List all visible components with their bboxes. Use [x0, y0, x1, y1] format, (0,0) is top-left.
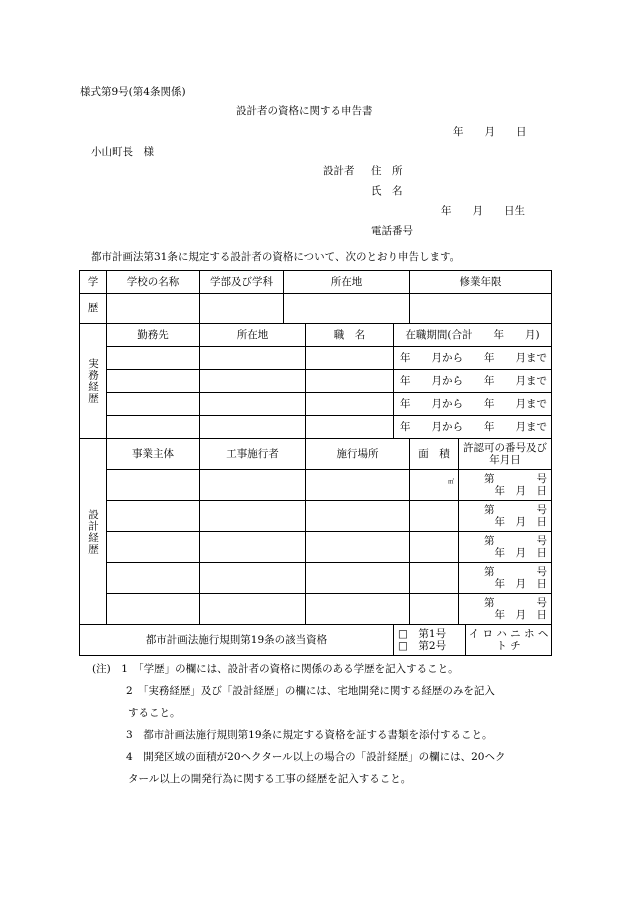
- designer-label: 設計者: [323, 165, 355, 177]
- employer-cell[interactable]: [107, 393, 200, 416]
- permit-number: 第 号: [484, 534, 548, 547]
- col-faculty: 学部及び学科: [200, 271, 284, 294]
- note-2: [92, 680, 552, 702]
- permit-date: 年 月 日: [494, 578, 548, 590]
- design-history-label-text: 設計経歴: [87, 508, 100, 555]
- site-cell[interactable]: [306, 501, 410, 532]
- work-history-label-text: 実務経歴: [87, 358, 100, 404]
- contractor-cell[interactable]: [200, 470, 306, 501]
- employment-period-cell[interactable]: 年 月から 年 月まで: [394, 416, 552, 439]
- education-label-top: 学: [80, 271, 107, 294]
- notes-prefix: (注): [92, 663, 111, 675]
- col-education-location: 所在地: [284, 271, 410, 294]
- work-location-cell[interactable]: [200, 347, 306, 370]
- area-cell[interactable]: [410, 563, 459, 594]
- qualification-label: 都市計画法施行規則第19条の該当資格: [80, 625, 394, 656]
- contractor-cell[interactable]: [200, 532, 306, 563]
- qualification-kana[interactable]: イ ロ ハ ニ ホ ヘ ト チ: [466, 625, 552, 656]
- note-number: 2: [126, 685, 133, 697]
- permit-date: 年 月 日: [494, 547, 548, 559]
- permit-date: 年 月 日: [494, 609, 548, 621]
- employer-cell[interactable]: [107, 347, 200, 370]
- project-owner-cell[interactable]: [107, 594, 200, 625]
- note-4-continued: タール以上の開発行為に関する工事の経歴を記入すること。: [128, 773, 412, 785]
- project-owner-cell[interactable]: [107, 563, 200, 594]
- permit-number: 第 号: [484, 503, 548, 516]
- declaration-table: [79, 270, 552, 656]
- col-work-location: 所在地: [200, 324, 306, 347]
- note-3: [92, 724, 552, 746]
- faculty-cell[interactable]: [200, 294, 284, 324]
- note-2-continued: すること。: [128, 707, 181, 719]
- area-unit: ㎡: [448, 478, 455, 486]
- qualification-options[interactable]: [394, 625, 466, 656]
- intro-text: 都市計画法第31条に規定する設計者の資格について、次のとおり申告します。: [91, 251, 461, 263]
- col-contractor: 工事施行者: [200, 439, 306, 470]
- position-cell[interactable]: [306, 370, 394, 393]
- col-employment-period: 在職期間(合計 年 月): [394, 324, 552, 347]
- col-school-name: 学校の名称: [107, 271, 200, 294]
- col-employer: 勤務先: [107, 324, 200, 347]
- note-4: [92, 746, 552, 768]
- area-cell[interactable]: [410, 532, 459, 563]
- col-position: 職 名: [306, 324, 394, 347]
- work-location-cell[interactable]: [200, 370, 306, 393]
- permit-cell[interactable]: [459, 470, 552, 501]
- col-permit: 許認可の番号及び年月日: [459, 439, 552, 470]
- site-cell[interactable]: [306, 532, 410, 563]
- note-number: 4: [126, 751, 133, 763]
- area-cell[interactable]: [410, 594, 459, 625]
- permit-number: 第 号: [484, 565, 548, 578]
- col-study-years: 修業年限: [410, 271, 552, 294]
- area-cell[interactable]: [410, 501, 459, 532]
- permit-cell[interactable]: [459, 563, 552, 594]
- work-location-cell[interactable]: [200, 393, 306, 416]
- note-number: 3: [126, 729, 133, 741]
- school-name-cell[interactable]: [107, 294, 200, 324]
- col-area: 面 積: [410, 439, 459, 470]
- contractor-cell[interactable]: [200, 563, 306, 594]
- employer-cell[interactable]: [107, 370, 200, 393]
- education-label-bottom: 歴: [80, 294, 107, 324]
- note-text: 「学歴」の欄には、設計者の資格に関係のある学歴を記入すること。: [138, 663, 459, 675]
- project-owner-cell[interactable]: [107, 532, 200, 563]
- permit-date: 年 月 日: [494, 516, 548, 528]
- position-cell[interactable]: [306, 416, 394, 439]
- notes-section: [92, 658, 552, 790]
- position-cell[interactable]: [306, 347, 394, 370]
- note-1: [92, 658, 552, 680]
- note-text: 「実務経歴」及び「設計経歴」の欄には、宅地開発に関する経歴のみを記入: [143, 685, 495, 697]
- project-owner-cell[interactable]: [107, 470, 200, 501]
- address-label: 住 所: [371, 165, 403, 177]
- option-article-1[interactable]: □ 第1号: [398, 627, 447, 640]
- submission-date: 年 月 日: [453, 126, 527, 138]
- phone-label: 電話番号: [371, 225, 413, 237]
- employer-cell[interactable]: [107, 416, 200, 439]
- permit-number: 第 号: [484, 596, 548, 609]
- contractor-cell[interactable]: [200, 501, 306, 532]
- project-owner-cell[interactable]: [107, 501, 200, 532]
- document-title: 設計者の資格に関する申告書: [236, 105, 373, 117]
- form-number: 様式第9号(第4条関係): [80, 86, 186, 98]
- permit-cell[interactable]: [459, 532, 552, 563]
- note-number: 1: [121, 663, 128, 675]
- permit-cell[interactable]: [459, 594, 552, 625]
- col-site: 施行場所: [306, 439, 410, 470]
- permit-cell[interactable]: [459, 501, 552, 532]
- birth-date-label: 年 月 日生: [441, 205, 525, 217]
- work-location-cell[interactable]: [200, 416, 306, 439]
- education-location-cell[interactable]: [284, 294, 410, 324]
- permit-number: 第 号: [484, 472, 548, 485]
- addressee: 小山町長 様: [91, 146, 154, 158]
- employment-period-cell[interactable]: 年 月から 年 月まで: [394, 393, 552, 416]
- option-article-2[interactable]: □ 第2号: [398, 640, 447, 652]
- site-cell[interactable]: [306, 563, 410, 594]
- area-cell[interactable]: [410, 470, 459, 501]
- study-years-cell[interactable]: [410, 294, 552, 324]
- site-cell[interactable]: [306, 594, 410, 625]
- name-label: 氏 名: [371, 185, 403, 197]
- design-history-label: [80, 439, 107, 625]
- permit-date: 年 月 日: [494, 485, 548, 497]
- col-project-owner: 事業主体: [107, 439, 200, 470]
- note-text: 都市計画法施行規則第19条に規定する資格を証する書類を添付すること。: [143, 729, 493, 741]
- contractor-cell[interactable]: [200, 594, 306, 625]
- site-cell[interactable]: [306, 470, 410, 501]
- note-text: 開発区域の面積が20ヘクタール以上の場合の「設計経歴」の欄には、20ヘク: [143, 751, 506, 763]
- work-history-label: [80, 324, 107, 439]
- employment-period-cell[interactable]: 年 月から 年 月まで: [394, 347, 552, 370]
- employment-period-cell[interactable]: 年 月から 年 月まで: [394, 370, 552, 393]
- position-cell[interactable]: [306, 393, 394, 416]
